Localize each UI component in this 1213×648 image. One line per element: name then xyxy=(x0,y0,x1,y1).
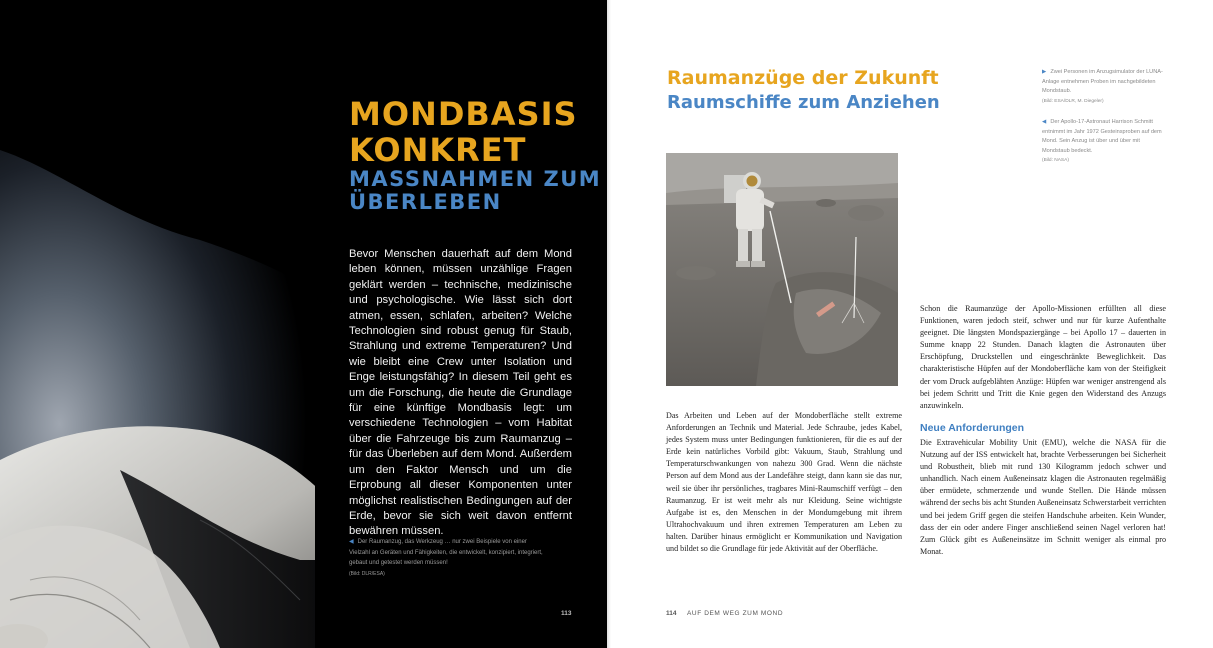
caption-top-credit: (Bild: ESA/DLR, M. Diegeler) xyxy=(1042,98,1104,104)
caption-pointer-right-icon: ▶ xyxy=(1042,69,1047,75)
right-page xyxy=(607,0,1213,648)
astronaut-photo xyxy=(666,153,898,386)
section-subtitle: MASSNAHMEN ZUM ÜBERLEBEN xyxy=(349,167,602,214)
running-head: AUF DEM WEG ZUM MOND xyxy=(687,610,784,617)
article-title: Raumanzüge der Zukunft xyxy=(667,67,939,89)
body-column-b: Schon die Raumanzüge der Apollo-Missionen erfüllten all diese Funktionen, waren jedoch steif, schwer und nur für kurze Aufenthalte geeignet. Die längsten Mondspaziergänge – bei Apollo 17 – dauerten in Summe knapp 22 Stunden. Danach klagten die Astronauten über Erschöpfung, Druckstellen und eingeschränkte Beweglichkeit. Das charakteristische Hüpfen auf der Mondoberfläche kam von der Steifigkeit der vom Druck aufgeblähten Anzüge: Hüpfen war weniger anstrengend als bei jedem Schritt und Tritt die Knie gegen den Widerstand des Anzugs anzuwinkeln. xyxy=(920,304,1166,410)
left-caption-text: Der Raumanzug, das Werkzeug … nur zwei Beispiele von einer Vielzahl an Geräten und Fähigkeiten, die entwickelt, konzipiert, integriert, gebaut und getestet werden müssen! xyxy=(349,539,543,566)
page-number-right: 114 xyxy=(666,610,677,617)
page-number-left: 113 xyxy=(561,610,572,617)
intro-text: Bevor Menschen dauerhaft auf dem Mond leben können, müssen unzählige Fragen geklärt werden – technische, medizinische und psychologische. Wie lässt sich dort atmen, essen, schlafen, arbeiten? Welche Technologien sind robust genug für Staub, Strahlung und extreme Temperaturen? Und wie bleibt eine Crew unter Isolation und Enge leistungsfähig? In diesem Teil geht es um die Forschung, die heute die Grundlage für eine künftige Mondbasis legt: um verschiedene Technologien – vom Habitat über die Fahrzeuge bis zum Raumanzug – für das Überleben auf dem Mond. Außerdem um den Faktor Mensch und um die Erprobung all dieser Komponenten unter möglichst realistischen Bedingungen auf der Erde, bevor sie sich weit davon entfernt bewähren müssen. xyxy=(349,248,572,538)
caption-photo-text: Der Apollo-17-Astronaut Harrison Schmitt entnimmt im Jahr 1972 Gesteinsproben auf dem Mond. Sein Anzug ist über und über mit Mondstaub bedeckt. xyxy=(1042,119,1162,154)
section-title: MONDBASIS KONKRET xyxy=(349,95,578,169)
caption-photo xyxy=(1042,118,1167,166)
caption-top xyxy=(1042,68,1167,106)
left-caption xyxy=(349,537,549,579)
subheading: Neue Anforderungen xyxy=(920,422,1025,434)
caption-pointer-left-icon: ◀ xyxy=(349,539,354,545)
left-caption-credit: (Bild: DLR/ESA) xyxy=(349,570,385,577)
body-column-a: Das Arbeiten und Leben auf der Mondoberfläche stellt extreme Anforderungen an Technik und Material. Jede Schraube, jedes Kabel, jedes System muss unter Bedingungen funktionieren, für die es auf der Erde kein natürliches Vorbild gibt: Vakuum, Staub, Strahlung und Temperaturschwankungen von nahezu 300 Grad. Wenn die nächste Person auf dem Mond aus der Landefähre steigt, dann kann sie das nur, weil sie über ihr persönliches, tragbares Mini-Raumschiff verfügt – den Raumanzug. Er ist weit mehr als nur Kleidung. Seine wichtigste Aufgabe ist es, den Menschen in der Mondumgebung mit ihrem Ultrahochvakuum und ihren extremen Temperaturen am Leben zu halten. Darüber hinaus ermöglicht er Kommunikation und Navigation und bildet so die Grundlage für jede Aktivität auf der Oberfläche. xyxy=(666,411,902,554)
caption-photo-credit: (Bild: NASA) xyxy=(1042,158,1069,163)
book-gutter xyxy=(603,0,611,648)
caption-top-text: Zwei Personen im Anzugsimulator der LUNA-Anlage entnehmen Proben im nachgebildeten Mondstaub. xyxy=(1042,69,1163,94)
caption-pointer-left-icon: ◀ xyxy=(1042,119,1047,125)
article-subtitle: Raumschiffe zum Anziehen xyxy=(667,92,940,113)
body-column-c: Die Extravehicular Mobility Unit (EMU), welche die NASA für die Nutzung auf der ISS entwickelt hat, brachte Verbesserungen bei Sicherheit und Robustheit, blieb mit rund 130 Kilogramm jedoch schwer und unhandlich. Nach einem Außeneinsatz klagen die Astronauten regelmäßig über ermüdete, schmerzende und wunde Stellen. Die Hände müssen während der sechs bis acht Stunden Außeneinsatz Schwerstarbeit verrichten und bei jedem Griff gegen die steifen Handschuhe arbeiten. Kein Wunder, dass der ein oder andere Finger anschließend seinen Nagel verloren hat! Zum Glück gibt es Außeneinsätze im Schnitt weniger als einmal pro Monat. xyxy=(920,438,1166,556)
